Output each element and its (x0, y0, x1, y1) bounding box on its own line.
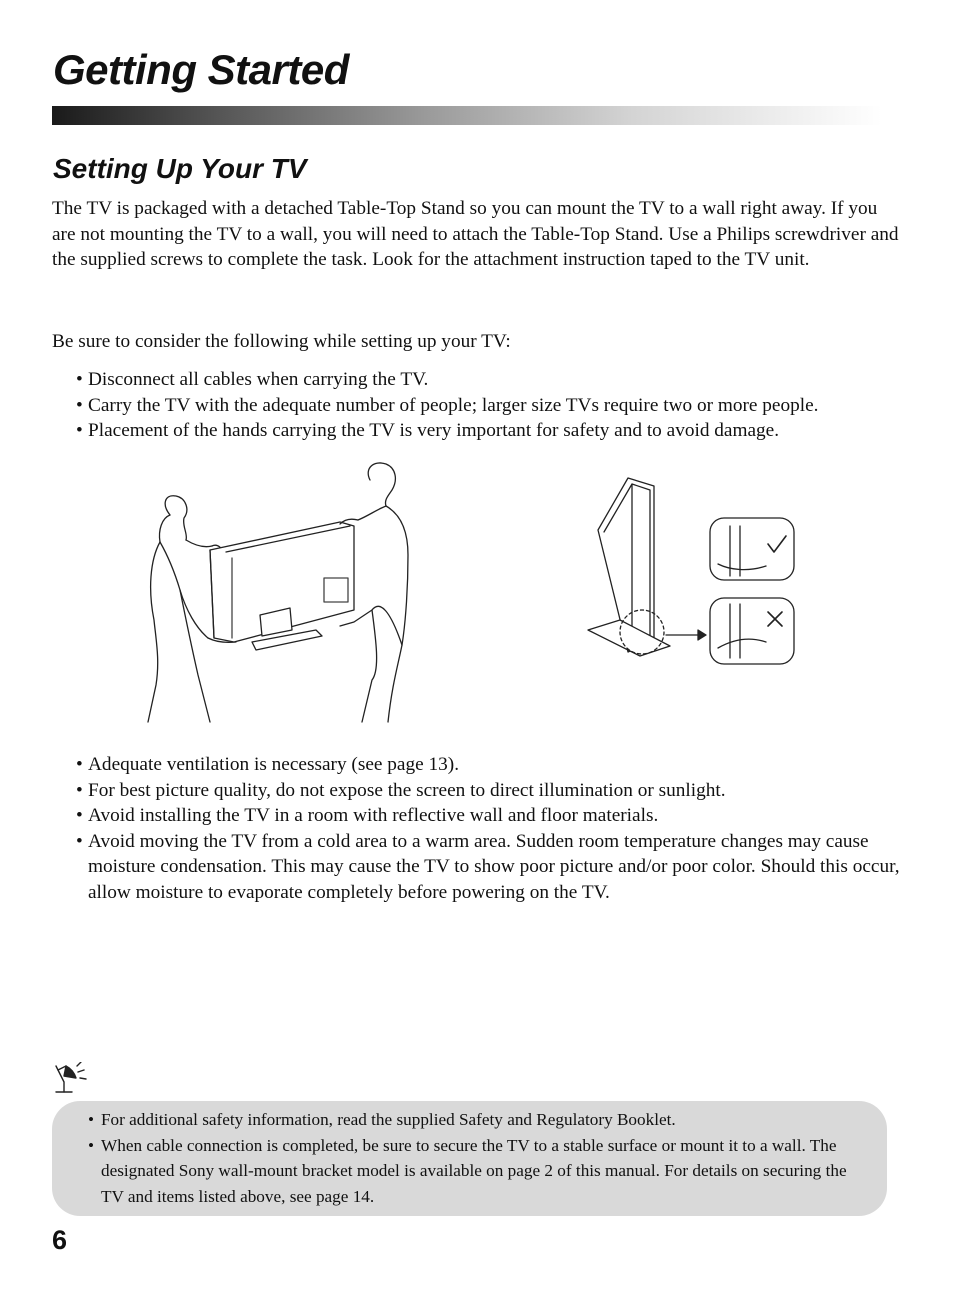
desk-lamp-tip-icon (52, 1062, 92, 1094)
list-item-text: When cable connection is completed, be sure to secure the TV to a stable surface or mount it to a wall. The designated Sony wall-mount bracket model is available on page 2 of this manual. For details on securing the TV and items listed above, see page 14. (101, 1135, 847, 1206)
list-item-text: Disconnect all cables when carrying the TV. (88, 369, 429, 390)
page-number: 6 (52, 1225, 68, 1255)
list-item (76, 803, 906, 829)
two-people-carrying-tv-illustration (140, 460, 420, 725)
bullet-marker: • (76, 779, 83, 801)
list-item (88, 1133, 858, 1210)
list-item-text: Carry the TV with the adequate number of people; larger size TVs require two or more people. (88, 394, 819, 416)
intro-paragraph: The TV is packaged with a detached Table-Top Stand so you can mount the TV to a wall right away. If you are not mounting the TV to a wall, you will need to attach the Table-Top Stand. Use a Philips screwdriver and the supplied screws to complete the task. Look for the attachment instruction taped to the TV unit. (52, 198, 899, 271)
list-item-text: For best picture quality, do not expose the screen to direct illumination or sunlight. (88, 779, 726, 801)
list-item (76, 367, 906, 393)
tip-note-list (88, 1107, 858, 1209)
check-mark-icon (768, 536, 786, 552)
bullet-marker: • (76, 830, 83, 852)
bullet-marker: • (76, 805, 83, 827)
bullet-marker: • (88, 1135, 95, 1155)
setup-bullet-list (76, 367, 906, 444)
consider-paragraph: Be sure to consider the following while setting up your TV: (52, 331, 511, 352)
list-item-text: Avoid moving the TV from a cold area to a warm area. Sudden room temperature changes may cause moisture condensation. This may cause the TV to show poor picture and/or poor color. Should this occur, allow moisture to evaporate completely before powering on the TV. (88, 830, 900, 903)
list-item (76, 418, 906, 444)
bullet-marker: • (76, 420, 83, 442)
title-gradient-rule (52, 106, 882, 125)
placement-bullet-list (76, 752, 906, 906)
bullet-marker: • (88, 1110, 95, 1129)
list-item-text: For additional safety information, read the supplied Safety and Regulatory Booklet. (101, 1110, 676, 1129)
list-item-text: Avoid installing the TV in a room with reflective wall and floor materials. (88, 805, 659, 827)
bullet-marker: • (76, 394, 83, 416)
list-item-text: Placement of the hands carrying the TV is very important for safety and to avoid damage. (88, 420, 780, 442)
list-item (88, 1107, 858, 1133)
bullet-marker: • (76, 754, 83, 775)
page-title: Getting Started (53, 46, 349, 93)
list-item (76, 752, 906, 778)
bullet-marker: • (76, 369, 83, 390)
section-title: Setting Up Your TV (53, 153, 307, 184)
list-item (76, 778, 906, 804)
x-mark-icon (768, 612, 782, 626)
list-item-text: Adequate ventilation is necessary (see page 13). (88, 754, 460, 775)
list-item (76, 829, 906, 906)
list-item (76, 393, 906, 419)
tv-hand-placement-illustration (580, 470, 800, 670)
